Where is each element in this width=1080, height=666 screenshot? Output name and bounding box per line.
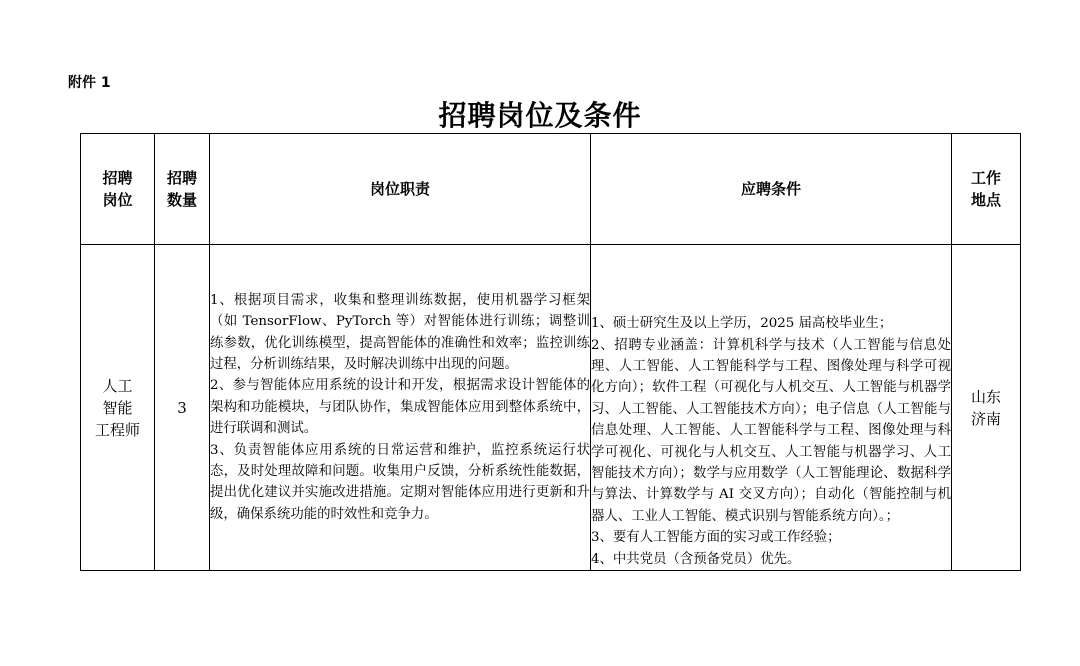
requirement-item: 2、招聘专业涵盖：计算机科学与技术（人工智能与信息处理、人工智能、人工智能科学与工程、图像处理与科学可视化方向）；软件工程（可视化与人机交互、人工智能与机器学习、人工智能、人工智能技术方向）；电子信息（人工智能与信息处理、人工智能、人工智能科学与工程、图像处理与科学可视化、可视化与人机交互、人工智能与机器学习、人工智能技术方向）；数学与应用数学（人工智能理论、数据科学与算法、计算数学与 AI 交叉方向）；自动化（智能控制与机器人、工业人工智能、模式识别与智能系统方向）。； bbox=[591, 337, 951, 524]
duty-item: 2、参与智能体应用系统的设计和开发，根据需求设计智能体的架构和功能模块，与团队协作，集成智能体应用到整体系统中，进行联调和测试。 bbox=[210, 378, 590, 437]
location-line: 山东 bbox=[970, 387, 1001, 406]
header-count-line: 数量 bbox=[166, 191, 197, 209]
header-location-line: 地点 bbox=[970, 191, 1001, 209]
location-line: 济南 bbox=[970, 409, 1001, 428]
requirement-item: 3、要有人工智能方面的实习或工作经验； bbox=[591, 530, 841, 546]
header-count bbox=[155, 134, 210, 245]
header-position bbox=[81, 134, 155, 245]
header-position-line: 岗位 bbox=[102, 191, 133, 209]
cell-duties bbox=[210, 245, 591, 571]
requirement-item: 4、中共党员（含预备党员）优先。 bbox=[591, 551, 801, 567]
cell-location bbox=[952, 245, 1021, 571]
recruitment-table bbox=[80, 133, 1021, 571]
attachment-label: 附件 1 bbox=[68, 75, 111, 91]
duty-item: 3、负责智能体应用系统的日常运营和维护，监控系统运行状态，及时处理故障和问题。收集用户反馈，分析系统性能数据，提出优化建议并实施改进措施。定期对智能体应用进行更新和升级，确保系统功能的时效性和竞争力。 bbox=[210, 442, 590, 522]
header-duties: 岗位职责 bbox=[210, 134, 591, 245]
position-line: 人工 bbox=[102, 376, 133, 395]
table-row bbox=[81, 245, 1021, 571]
duty-item: 1、根据项目需求，收集和整理训练数据，使用机器学习框架（如 TensorFlow、PyTorch 等）对智能体进行训练；调整训练参数，优化训练模型，提高智能体的准确性和效率；监控训练过程，分析训练结果，及时解决训练中出现的问题。 bbox=[210, 292, 590, 372]
header-location-line: 工作 bbox=[970, 169, 1001, 187]
header-position-line: 招聘 bbox=[102, 169, 133, 187]
position-line: 工程师 bbox=[94, 420, 140, 439]
page-title: 招聘岗位及条件 bbox=[438, 99, 642, 132]
header-count-line: 招聘 bbox=[166, 169, 197, 187]
position-line: 智能 bbox=[102, 398, 133, 417]
cell-position bbox=[81, 245, 155, 571]
cell-count: 3 bbox=[155, 245, 210, 571]
header-location bbox=[952, 134, 1021, 245]
header-row bbox=[81, 134, 1021, 245]
cell-requirements bbox=[591, 245, 952, 571]
requirement-item: 1、硕士研究生及以上学历，2025 届高校毕业生； bbox=[591, 316, 893, 332]
header-requirements: 应聘条件 bbox=[591, 134, 952, 245]
